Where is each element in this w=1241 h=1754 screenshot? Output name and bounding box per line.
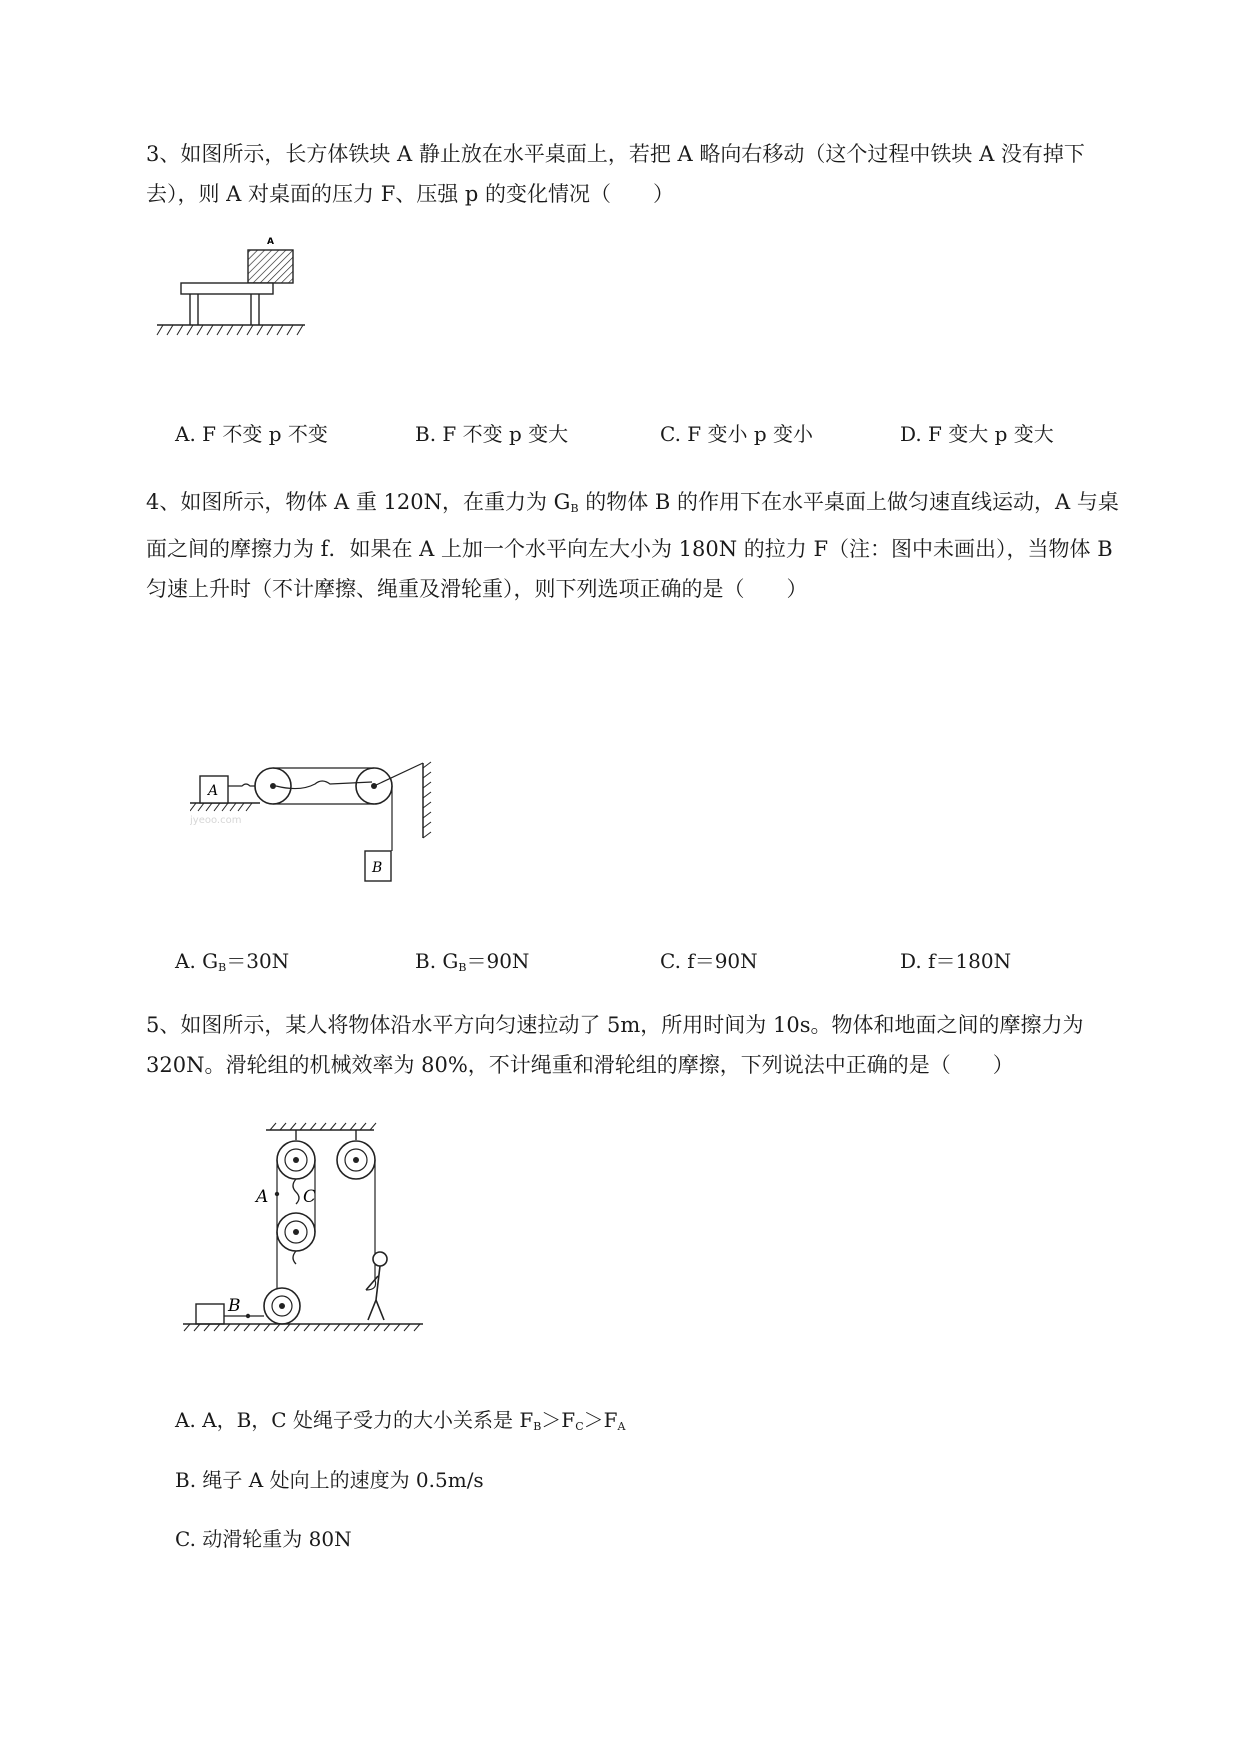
question-4	[146, 482, 1146, 609]
q5-line-2: 320N。滑轮组的机械效率为 80%，不计绳重和滑轮组的摩擦，下列说法中正确的是（ ）	[146, 1053, 1014, 1077]
q3-option-a[interactable]: A. F 不变 p 不变	[175, 422, 328, 446]
q5-option-a[interactable]: A. A，B，C 处绳子受力的大小关系是 $F_B>F_C>F_A$	[175, 1408, 626, 1433]
q4-option-a[interactable]: A. $G_B=30N$	[175, 949, 290, 974]
q4-label-b: B	[372, 860, 383, 876]
pulled-object	[196, 1304, 224, 1324]
q5-label-c: C	[303, 1187, 317, 1207]
q5-option-b[interactable]: B. 绳子 A 处向上的速度为 0.5m/s	[175, 1468, 484, 1492]
q4-option-b[interactable]: B. $G_B=90N$	[415, 949, 530, 974]
q4-label-a: A	[208, 783, 219, 799]
q5-label-b: B	[228, 1296, 241, 1316]
q4-watermark: jyeoo.com	[190, 815, 242, 826]
block-a	[248, 250, 293, 283]
q5-figure-pulley-group	[178, 1120, 438, 1350]
q3-options	[175, 418, 1135, 448]
q3-line-2: 去），则 A 对桌面的压力 F、压强 p 的变化情况（ ）	[146, 182, 675, 206]
person	[366, 1252, 387, 1320]
q3-option-b[interactable]: B. F 不变 p 变大	[415, 422, 569, 446]
q3-option-c[interactable]: C. F 变小 p 变小	[660, 422, 814, 446]
q3-line-1: 3、如图所示，长方体铁块 A 静止放在水平桌面上，若把 A 略向右移动（这个过程中铁块 A 没有掉下	[146, 142, 1085, 166]
q4-line-2: 面之间的摩擦力为 f．如果在 A 上加一个水平向左大小为 180N 的拉力 F（注：图中未画出），当物体 B	[146, 537, 1113, 561]
q5-line-1: 5、如图所示，某人将物体沿水平方向匀速拉动了 5m，所用时间为 10s。物体和地面之间的摩擦力为	[146, 1013, 1084, 1037]
q4-option-c[interactable]: C. f＝90N	[660, 949, 758, 973]
q4-figure-pulley-system	[190, 758, 450, 898]
q3-figure-table-block	[155, 232, 315, 342]
q4-option-d[interactable]: D. f＝180N	[900, 949, 1012, 973]
question-3	[146, 134, 1146, 214]
q3-figure-label-a: A	[267, 237, 274, 247]
q4-line-3: 匀速上升时（不计摩擦、绳重及滑轮重），则下列选项正确的是（ ）	[146, 577, 808, 601]
question-5	[146, 1005, 1146, 1085]
table-top	[181, 283, 273, 294]
q5-option-c[interactable]: C. 动滑轮重为 80N	[175, 1527, 352, 1551]
q4-line-1: 4、如图所示，物体 A 重 120N，在重力为 $G_B$ 的物体 B 的作用下在水平桌面上做匀速直线运动，A 与桌	[146, 490, 1119, 515]
q3-option-d[interactable]: D. F 变大 p 变大	[900, 422, 1054, 446]
q4-options	[175, 945, 1135, 975]
q5-label-a: A	[256, 1187, 269, 1207]
